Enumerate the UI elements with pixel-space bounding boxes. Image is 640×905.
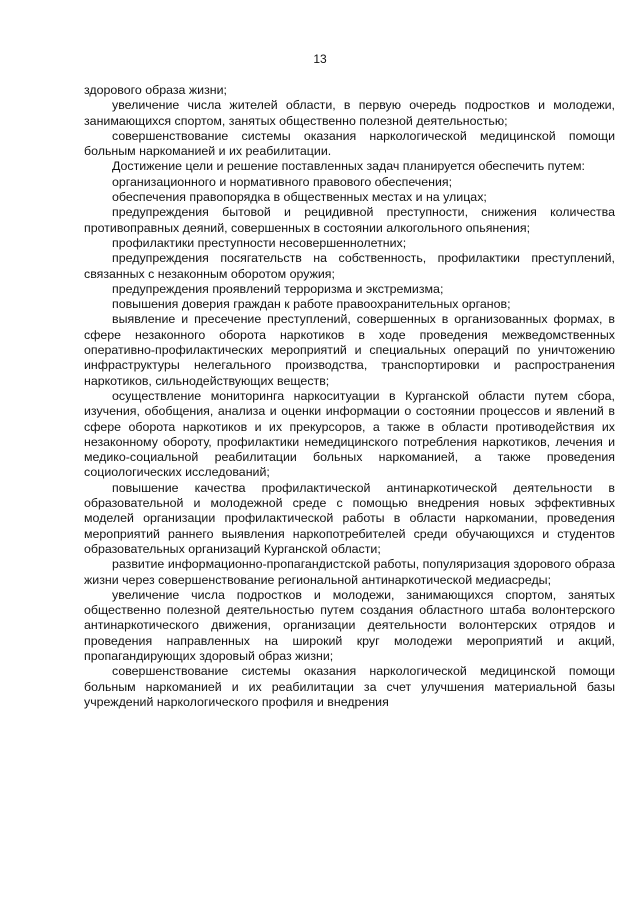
paragraph: совершенствование системы оказания наркологической медицинской помощи больным наркоманией и их реабилитации за счет улучшения материальной базы учреждений наркологического профиля и внедрения: [84, 664, 615, 709]
paragraph: выявление и пресечение преступлений, совершенных в организованных формах, в сфере незаконного оборота наркотиков в ходе проведения межведомственных оперативно-профилактических мероприятий и специальных операций по уничтожению инфраструктуры нелегального производства, транспортировки и распространения наркотиков, сильнодействующих веществ;: [84, 312, 615, 388]
paragraph: организационного и нормативного правового обеспечения;: [112, 174, 453, 189]
page-number: 13: [313, 52, 327, 66]
paragraph: повышения доверия граждан к работе правоохранительных органов;: [112, 297, 511, 312]
paragraph: Достижение цели и решение поставленных задач планируется обеспечить путем:: [112, 159, 585, 174]
paragraph: предупреждения посягательств на собственность, профилактики преступлений, связанных с незаконным оборотом оружия;: [84, 251, 615, 281]
paragraph: предупреждения бытовой и рецидивной преступности, снижения количества противоправных деяний, совершенных в состоянии алкогольного опьянения;: [84, 205, 615, 235]
paragraph: осуществление мониторинга наркоситуации в Курганской области путем сбора, изучения, обобщения, анализа и оценки информации о состоянии процессов и явлений в сфере оборота наркотиков и их прекурсоров, а также в области противодействия их незаконному обороту, профилактики немедицинского потребления наркотиков, лечения и медико-социальной реабилитации больных наркоманией, а также проведения социологических исследований;: [84, 388, 615, 480]
paragraph: обеспечения правопорядка в общественных местах и на улицах;: [112, 190, 487, 205]
paragraph: здорового образа жизни;: [84, 83, 227, 97]
paragraph: предупреждения проявлений терроризма и экстремизма;: [112, 281, 444, 296]
paragraph: увеличение числа жителей области, в первую очередь подростков и молодежи, занимающихся спортом, занятых общественно полезной деятельностью;: [84, 98, 615, 128]
paragraph: увеличение числа подростков и молодежи, занимающихся спортом, занятых общественно полезной деятельностью путем создания областного штаба волонтерского антинаркотического движения, организации деятельности волонтерских отрядов и проведения направленных на широкий круг молодежи мероприятий и акций, пропагандирующих здоровый образ жизни;: [84, 587, 615, 663]
document-body: [84, 83, 615, 710]
paragraph: совершенствование системы оказания наркологической медицинской помощи больным наркоманией и их реабилитации.: [84, 128, 615, 159]
paragraph: развитие информационно-пропагандистской работы, популяризация здорового образа жизни через совершенствование региональной антинаркотической медиасреды;: [84, 557, 615, 587]
paragraph: профилактики преступности несовершеннолетних;: [112, 235, 407, 250]
paragraph: повышение качества профилактической антинаркотической деятельности в образовательной и молодежной среде с помощью внедрения новых эффективных моделей организации профилактической работы в области наркомании, проведения мероприятий раннего выявления наркопотребителей среди обучающихся и студентов образовательных организаций Курганской области;: [84, 480, 615, 556]
